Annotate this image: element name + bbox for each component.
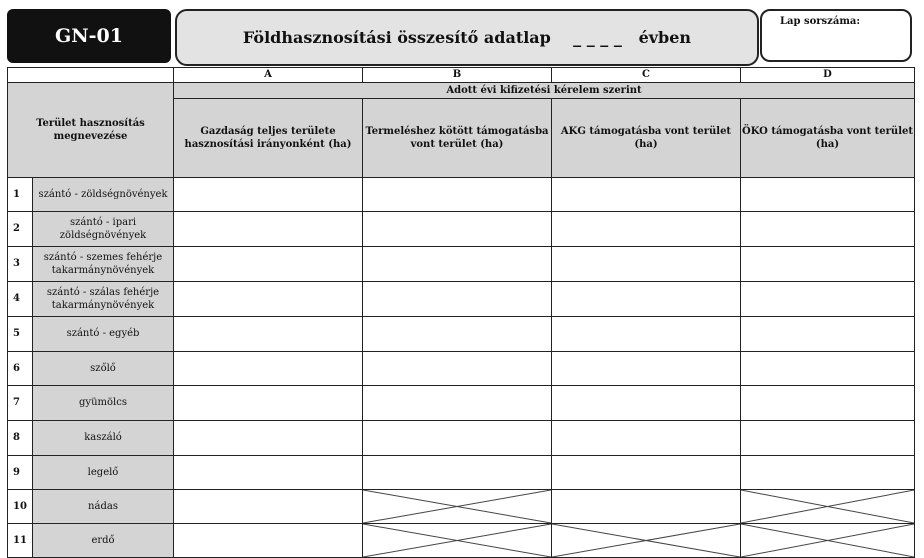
crossed-out-mark xyxy=(363,524,551,557)
input-cell-a[interactable] xyxy=(174,386,363,421)
input-cell-a[interactable] xyxy=(174,456,363,490)
row-header: Terület hasznosítás megnevezése xyxy=(8,83,174,178)
input-cell-d[interactable] xyxy=(741,317,915,352)
cell-c-crossed xyxy=(552,524,741,558)
crossed-out-mark xyxy=(363,490,551,523)
row-label xyxy=(33,212,174,247)
input-cell-c[interactable] xyxy=(552,421,741,456)
crossed-out-mark xyxy=(741,524,914,557)
input-cell-b[interactable] xyxy=(363,386,552,421)
row-label-line: nádas xyxy=(88,500,118,512)
group-header-row xyxy=(8,83,915,99)
row-label xyxy=(33,352,174,386)
table-row xyxy=(8,490,915,524)
year-suffix: évben xyxy=(638,28,692,47)
column-letter-row xyxy=(8,68,915,83)
input-cell-c[interactable] xyxy=(552,178,741,212)
row-number: 10 xyxy=(8,490,33,524)
row-number: 4 xyxy=(8,282,33,317)
input-cell-d[interactable] xyxy=(741,178,915,212)
row-number: 2 xyxy=(8,212,33,247)
crossed-out-mark xyxy=(741,490,914,523)
row-label-line: zöldségnövények xyxy=(59,230,147,241)
input-cell-d[interactable] xyxy=(741,386,915,421)
input-cell-a[interactable] xyxy=(174,490,363,524)
table-row xyxy=(8,524,915,558)
row-label xyxy=(33,178,174,212)
input-cell-a[interactable] xyxy=(174,421,363,456)
input-cell-a[interactable] xyxy=(174,247,363,282)
row-number: 3 xyxy=(8,247,33,282)
input-cell-d[interactable] xyxy=(741,352,915,386)
table-row xyxy=(8,421,915,456)
row-number: 1 xyxy=(8,178,33,212)
input-cell-b[interactable] xyxy=(363,421,552,456)
form-title-box xyxy=(175,9,759,66)
row-number: 8 xyxy=(8,421,33,456)
table-row xyxy=(8,386,915,421)
row-label-line: szőlő xyxy=(90,362,116,374)
row-label-line: szántó - szálas fehérje xyxy=(46,286,160,298)
input-cell-c[interactable] xyxy=(552,317,741,352)
form-title: Földhasznosítási összesítő adatlap xyxy=(242,28,551,47)
row-label-line: szántó - egyéb xyxy=(66,328,140,340)
crossed-out-mark xyxy=(552,524,740,557)
input-cell-a[interactable] xyxy=(174,352,363,386)
input-cell-d[interactable] xyxy=(741,456,915,490)
row-label-line: takarmánynövények xyxy=(51,300,155,311)
row-label xyxy=(33,421,174,456)
table-row xyxy=(8,247,915,282)
input-cell-d[interactable] xyxy=(741,212,915,247)
row-number: 11 xyxy=(8,524,33,558)
column-letter-d: D xyxy=(741,68,915,83)
input-cell-d[interactable] xyxy=(741,247,915,282)
row-label xyxy=(33,247,174,282)
row-label xyxy=(33,282,174,317)
table-row xyxy=(8,352,915,386)
input-cell-b[interactable] xyxy=(363,317,552,352)
row-label xyxy=(33,490,174,524)
table-row xyxy=(8,282,915,317)
input-cell-a[interactable] xyxy=(174,317,363,352)
row-label-line: gyümölcs xyxy=(79,397,127,409)
input-cell-d[interactable] xyxy=(741,421,915,456)
column-letter-a: A xyxy=(174,68,363,83)
sheet-number-box xyxy=(760,9,912,62)
year-blank: _ _ _ _ xyxy=(573,28,622,47)
column-header-b: Termeléshez kötött támogatásba vont terület (ha) xyxy=(363,99,552,178)
input-cell-c[interactable] xyxy=(552,212,741,247)
row-label-line: legelő xyxy=(87,466,119,478)
column-header-a: Gazdaság teljes területe hasznosítási irányonként (ha) xyxy=(174,99,363,178)
column-header-c: AKG támogatásba vont terület (ha) xyxy=(552,99,741,178)
table-row xyxy=(8,456,915,490)
row-label-line: szántó - ipari xyxy=(69,216,137,228)
input-cell-a[interactable] xyxy=(174,212,363,247)
column-header-d: ÖKO támogatásba vont terület (ha) xyxy=(741,99,915,178)
input-cell-a[interactable] xyxy=(174,282,363,317)
form-code: GN-01 xyxy=(7,9,171,63)
input-cell-a[interactable] xyxy=(174,178,363,212)
row-label xyxy=(33,317,174,352)
row-label-line: szántó - szemes fehérje xyxy=(43,251,163,263)
row-number: 7 xyxy=(8,386,33,421)
letter-corner xyxy=(8,68,174,83)
row-label xyxy=(33,386,174,421)
input-cell-c[interactable] xyxy=(552,386,741,421)
column-letter-c: C xyxy=(552,68,741,83)
input-cell-d[interactable] xyxy=(741,282,915,317)
column-letter-b: B xyxy=(363,68,552,83)
input-cell-c[interactable] xyxy=(552,352,741,386)
input-cell-b[interactable] xyxy=(363,178,552,212)
row-label xyxy=(33,524,174,558)
row-number: 6 xyxy=(8,352,33,386)
table-row xyxy=(8,317,915,352)
sheet-number-label: Lap sorszáma: xyxy=(780,16,861,27)
row-label xyxy=(33,456,174,490)
table-row xyxy=(8,212,915,247)
row-number: 9 xyxy=(8,456,33,490)
input-cell-c[interactable] xyxy=(552,247,741,282)
cell-d-crossed xyxy=(741,490,915,524)
cell-d-crossed xyxy=(741,524,915,558)
row-number: 5 xyxy=(8,317,33,352)
input-cell-b[interactable] xyxy=(363,352,552,386)
row-label-line: erdő xyxy=(91,534,115,546)
input-cell-b[interactable] xyxy=(363,282,552,317)
input-cell-b[interactable] xyxy=(363,247,552,282)
group-header: Adott évi kifizetési kérelem szerint xyxy=(174,83,915,99)
input-cell-a[interactable] xyxy=(174,524,363,558)
land-use-table xyxy=(7,67,915,558)
row-label-line: takarmánynövények xyxy=(51,265,155,276)
input-cell-c[interactable] xyxy=(552,282,741,317)
input-cell-c[interactable] xyxy=(552,456,741,490)
cell-b-crossed xyxy=(363,490,552,524)
table-row xyxy=(8,178,915,212)
row-label-line: szántó - zöldségnövények xyxy=(38,188,168,200)
row-label-line: kaszáló xyxy=(84,432,122,444)
input-cell-c[interactable] xyxy=(552,490,741,524)
input-cell-b[interactable] xyxy=(363,212,552,247)
input-cell-b[interactable] xyxy=(363,456,552,490)
cell-b-crossed xyxy=(363,524,552,558)
